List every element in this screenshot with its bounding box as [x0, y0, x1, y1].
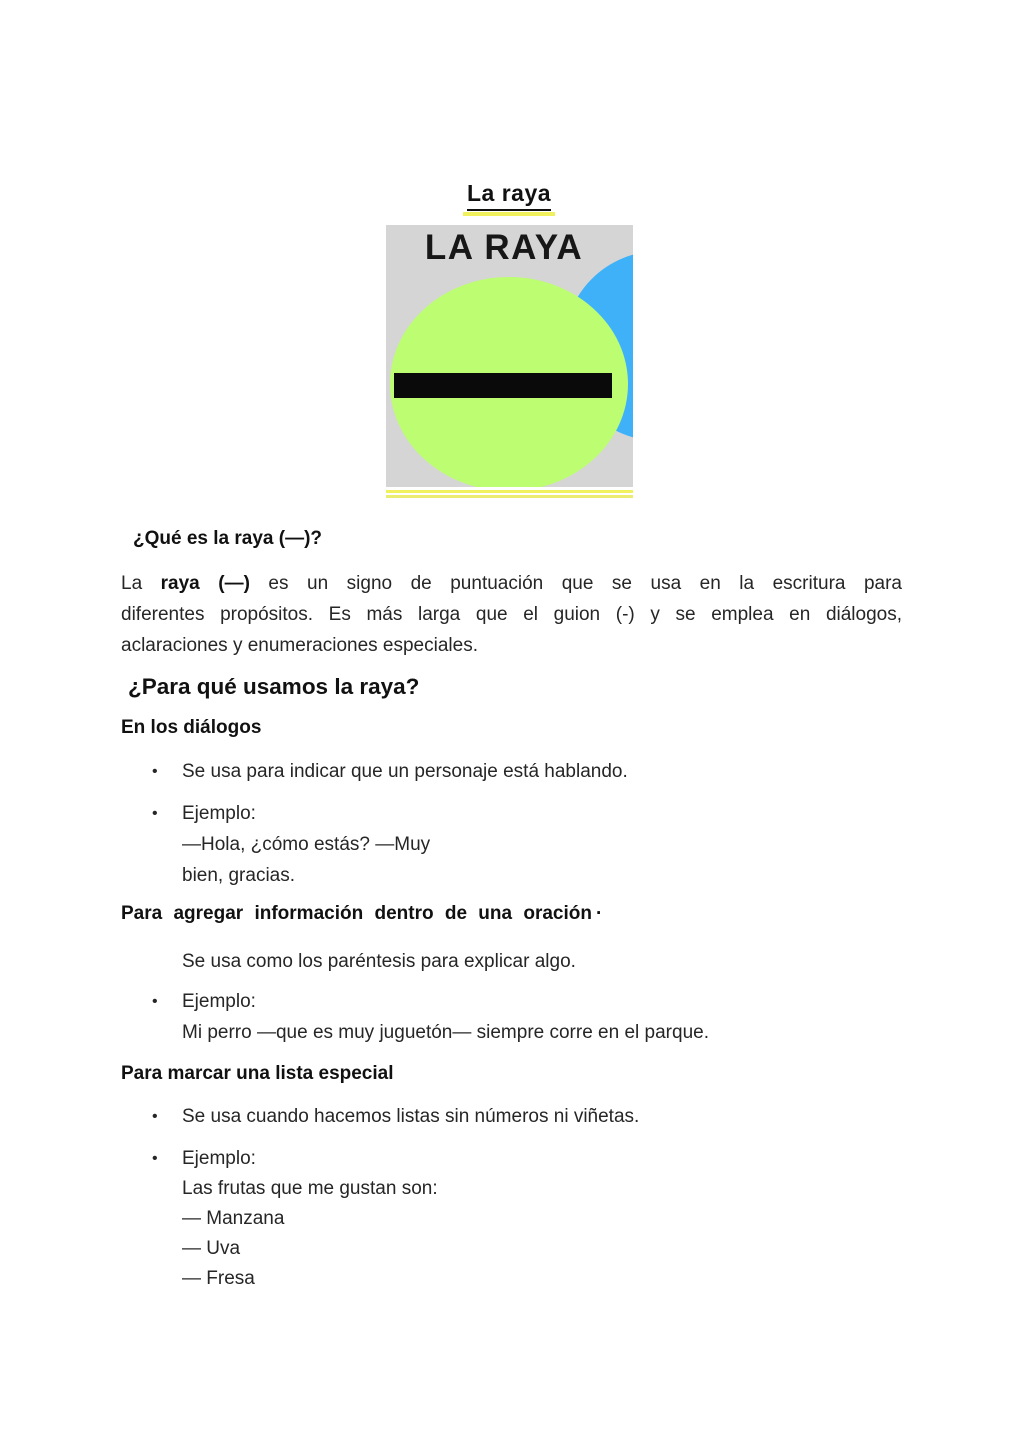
- title-highlight: [463, 180, 555, 216]
- bullet-icon: •: [152, 805, 158, 822]
- subheading-inline-info: [121, 903, 902, 925]
- bullet-icon: •: [152, 993, 158, 1010]
- subheading-dialogs: En los diálogos: [121, 717, 262, 738]
- dialog-example-line2: bien, gracias.: [182, 865, 296, 886]
- trailing-bullet-icon: ·: [596, 903, 603, 924]
- yellow-divider: [386, 490, 633, 498]
- intro-paragraph: [121, 568, 902, 661]
- list-item: [121, 1101, 902, 1132]
- list-item: [121, 986, 902, 1048]
- list-example-item: — Uva: [182, 1238, 241, 1259]
- yellow-divider-line-bottom: [386, 495, 633, 498]
- list-example-item: — Manzana: [182, 1208, 285, 1229]
- intro-line1-bold: raya (—): [160, 573, 250, 594]
- intro-line1-pre: La: [121, 573, 161, 594]
- hero-image: [386, 225, 633, 487]
- intro-line1-rest: es un signo de puntuación que se usa en la escritura para: [249, 573, 902, 594]
- document-body: [0, 528, 1018, 1294]
- list-point-text: Se usa cuando hacemos listas sin números ni viñetas.: [182, 1106, 640, 1127]
- list-item: [121, 756, 902, 787]
- subheading-special-list: Para marcar una lista especial: [121, 1063, 394, 1084]
- dialog-example-line1: —Hola, ¿cómo estás? —Muy: [182, 834, 431, 855]
- bullet-icon: •: [152, 763, 158, 780]
- hero-caption: LA RAYA: [424, 228, 584, 267]
- list-example-label: Ejemplo:: [182, 1148, 256, 1169]
- list-item: [121, 1144, 902, 1294]
- inline-point-text: Se usa como los paréntesis para explicar algo.: [182, 951, 576, 972]
- raya-dash-icon: [394, 373, 612, 398]
- title-row: [0, 0, 1018, 216]
- list-example-intro: Las frutas que me gustan son:: [182, 1178, 438, 1199]
- inline-example-label: Ejemplo:: [182, 991, 256, 1012]
- heading-what-is: ¿Qué es la raya (—)?: [133, 528, 323, 549]
- dialog-example: [182, 798, 902, 891]
- inline-example: [182, 986, 902, 1048]
- list-item: [121, 798, 902, 891]
- bullet-icon: •: [152, 1150, 158, 1167]
- bullet-icon: •: [152, 1108, 158, 1125]
- intro-paragraph-line3: aclaraciones y enumeraciones especiales.: [121, 635, 478, 656]
- subheading-inline-text: Para agregar información dentro de una oración: [121, 903, 592, 924]
- intro-paragraph-line2: diferentes propósitos. Es más larga que el guion (-) y se emplea en diálogos,: [121, 604, 902, 625]
- list-example: [182, 1144, 902, 1294]
- heading-usage: ¿Para qué usamos la raya?: [128, 674, 420, 699]
- page-title: La raya: [467, 180, 551, 211]
- dialog-example-label: Ejemplo:: [182, 803, 256, 824]
- list-example-item: — Fresa: [182, 1268, 255, 1289]
- inline-example-text: Mi perro —que es muy juguetón— siempre corre en el parque.: [182, 1022, 709, 1043]
- intro-paragraph-line1: [121, 568, 902, 599]
- dialog-point-text: Se usa para indicar que un personaje está hablando.: [182, 761, 628, 782]
